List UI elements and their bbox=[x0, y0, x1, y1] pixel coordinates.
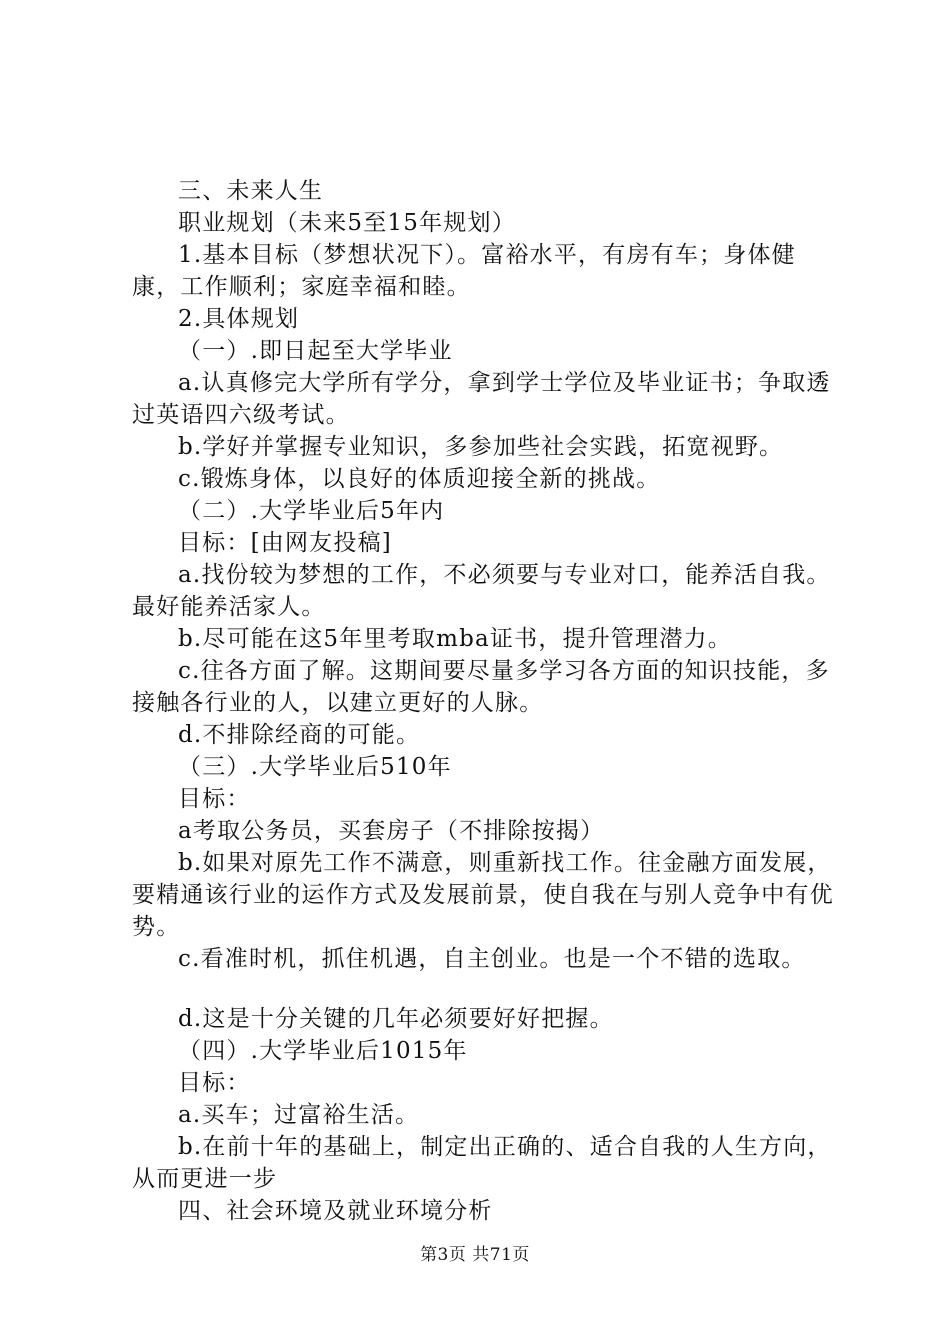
goal-label: 目标：[由网友投稿] bbox=[178, 530, 392, 556]
list-item: c.看准时机，抓住机遇，自主创业。也是一个不错的选取。 bbox=[178, 946, 806, 972]
list-item: a.买车；过富裕生活。 bbox=[178, 1102, 420, 1128]
paragraph-basic-goal: 1.基本目标（梦想状况下）。富裕水平，有房有车；身体健康，工作顺利；家庭幸福和睦。 bbox=[132, 242, 796, 300]
goal-label: 目标： bbox=[178, 1070, 251, 1096]
subheading-within-5-years: （二）.大学毕业后5年内 bbox=[178, 498, 445, 524]
goal-label: 目标： bbox=[178, 786, 251, 812]
list-item: d.这是十分关键的几年必须要好好把握。 bbox=[178, 1006, 614, 1032]
list-item: b.如果对原先工作不满意，则重新找工作。往金融方面发展，要精通该行业的运作方式及发展前景，使自我在与别人竞争中有优势。 bbox=[132, 850, 834, 940]
page-number-footer: 第3页 共71页 bbox=[420, 1245, 530, 1265]
list-item: b.在前十年的基础上，制定出正确的、适合自我的人生方向，从而更进一步 bbox=[132, 1134, 832, 1192]
list-item: b.尽可能在这5年里考取mba证书，提升管理潜力。 bbox=[178, 626, 732, 652]
list-item: d.不排除经商的可能。 bbox=[178, 722, 421, 748]
paragraph-career-plan-title: 职业规划（未来5至15年规划） bbox=[178, 210, 516, 236]
subheading-until-graduation: （一）.即日起至大学毕业 bbox=[178, 338, 453, 364]
subheading-5-10-years: （三）.大学毕业后510年 bbox=[178, 754, 452, 780]
list-item: a.认真修完大学所有学分，拿到学士学位及毕业证书；争取透过英语四六级考试。 bbox=[132, 370, 831, 428]
subheading-10-15-years: （四）.大学毕业后1015年 bbox=[178, 1038, 468, 1064]
list-item: c.锻炼身体，以良好的体质迎接全新的挑战。 bbox=[178, 466, 661, 492]
document-body bbox=[132, 175, 842, 1227]
list-item: a考取公务员，买套房子（不排除按揭） bbox=[178, 818, 605, 844]
section-heading-future-life: 三、未来人生 bbox=[178, 178, 324, 204]
list-item: c.往各方面了解。这期间要尽量多学习各方面的知识技能，多接触各行业的人，以建立更好的人脉。 bbox=[132, 658, 830, 716]
list-item: b.学好并掌握专业知识，多参加些社会实践，拓宽视野。 bbox=[178, 434, 784, 460]
section-heading-environment-analysis: 四、社会环境及就业环境分析 bbox=[178, 1198, 493, 1224]
list-item: a.找份较为梦想的工作，不必须要与专业对口，能养活自我。最好能养活家人。 bbox=[132, 562, 831, 620]
paragraph-specific-plan: 2.具体规划 bbox=[178, 306, 300, 332]
